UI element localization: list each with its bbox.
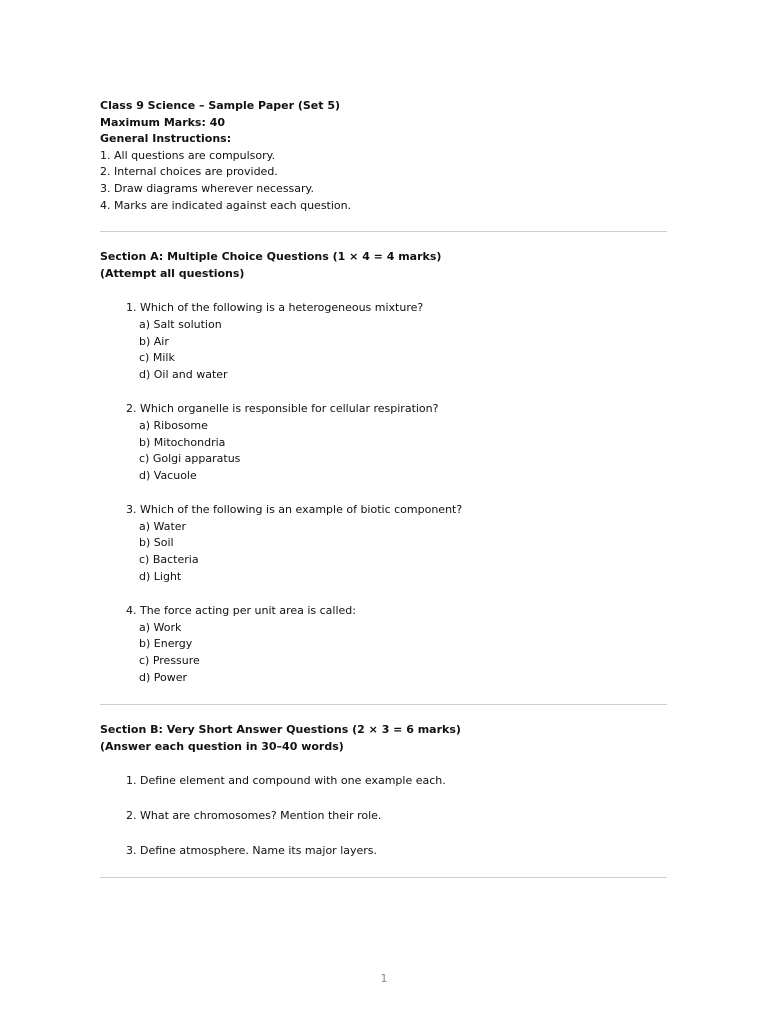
option-item: a) Water [139,519,187,533]
question-text: 2. Which organelle is responsible for cellular respiration? [126,402,439,416]
section-divider [100,877,667,878]
question-block [100,401,667,484]
question-block [100,603,667,686]
option-item: a) Ribosome [139,418,208,432]
section-b-heading: Section B: Very Short Answer Questions (2 × 3 = 6 marks) [100,723,461,737]
instruction-item: 1. All questions are compulsory. [100,148,276,162]
max-marks: Maximum Marks: 40 [100,115,226,129]
option-item: b) Mitochondria [139,435,226,449]
option-item: b) Energy [139,637,193,651]
section-divider [100,704,667,705]
section-b-subheading: (Answer each question in 30–40 words) [100,739,344,753]
question-text: 1. Which of the following is a heterogeneous mixture? [126,301,424,315]
option-item: d) Power [139,670,188,684]
instruction-item: 3. Draw diagrams wherever necessary. [100,181,314,195]
option-item: d) Light [139,569,182,583]
question-text: 3. Define atmosphere. Name its major layers. [126,843,378,857]
paper-title: Class 9 Science – Sample Paper (Set 5) [100,99,341,112]
section-a [100,249,667,686]
option-item: b) Air [139,334,169,348]
question-text: 3. Which of the following is an example of biotic component? [126,503,463,517]
option-item: a) Work [139,620,182,634]
section-divider [100,231,667,232]
question-text: 1. Define element and compound with one example each. [126,774,446,788]
option-item: d) Vacuole [139,468,197,482]
question-text: 2. What are chromosomes? Mention their role. [126,809,382,822]
section-a-subheading: (Attempt all questions) [100,266,245,280]
option-item: b) Soil [139,536,174,550]
page-number: 1 [380,972,388,985]
option-item: c) Milk [139,351,175,365]
question-text: 4. The force acting per unit area is called: [126,604,356,618]
question-block [100,502,667,585]
section-a-heading: Section A: Multiple Choice Questions (1 × 4 = 4 marks) [100,250,442,264]
option-item: c) Bacteria [139,553,199,567]
document-page [100,98,667,878]
section-b [100,722,667,859]
paper-header [100,98,667,214]
option-item: a) Salt solution [139,317,222,331]
question-block [100,300,667,383]
instruction-item: 4. Marks are indicated against each question. [100,198,352,212]
option-item: c) Golgi apparatus [139,452,241,466]
instruction-item: 2. Internal choices are provided. [100,165,278,179]
option-item: d) Oil and water [139,367,228,381]
option-item: c) Pressure [139,654,200,668]
instructions-heading: General Instructions: [100,132,232,146]
